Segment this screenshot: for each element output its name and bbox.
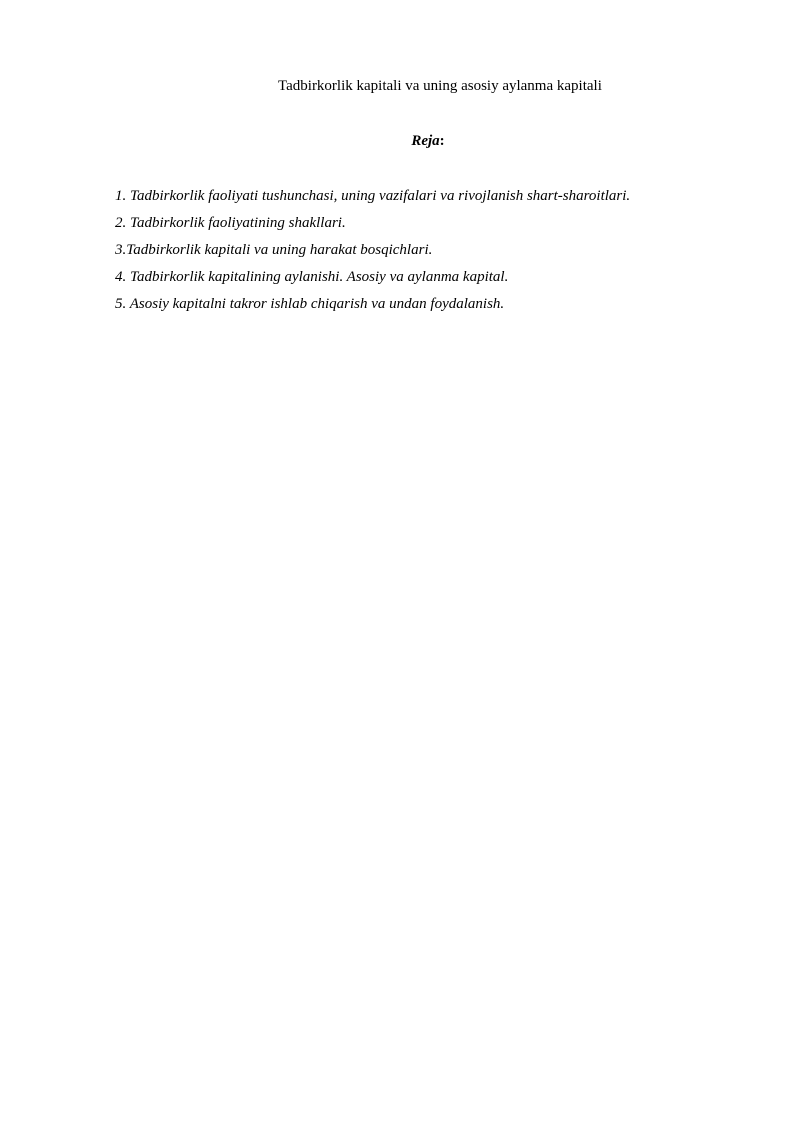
- plan-item-4: 4. Tadbirkorlik kapitalining aylanishi. Asosiy va aylanma kapital.: [115, 269, 509, 285]
- plan-list: [115, 186, 630, 321]
- plan-item-5: 5. Asosiy kapitalni takror ishlab chiqarish va undan foydalanish.: [115, 296, 505, 312]
- plan-heading-colon: :: [439, 133, 445, 149]
- plan-heading: [0, 131, 800, 151]
- plan-heading-word: Reja: [411, 133, 440, 149]
- plan-item-2: 2. Tadbirkorlik faoliyatining shakllari.: [115, 215, 346, 231]
- plan-item-3: 3.Tadbirkorlik kapitali va uning harakat bosqichlari.: [115, 242, 433, 258]
- document-title: Tadbirkorlik kapitali va uning asosiy aylanma kapitali: [278, 78, 602, 94]
- plan-item-1: 1. Tadbirkorlik faoliyati tushunchasi, uning vazifalari va rivojlanish shart-sharoitlari.: [115, 188, 631, 204]
